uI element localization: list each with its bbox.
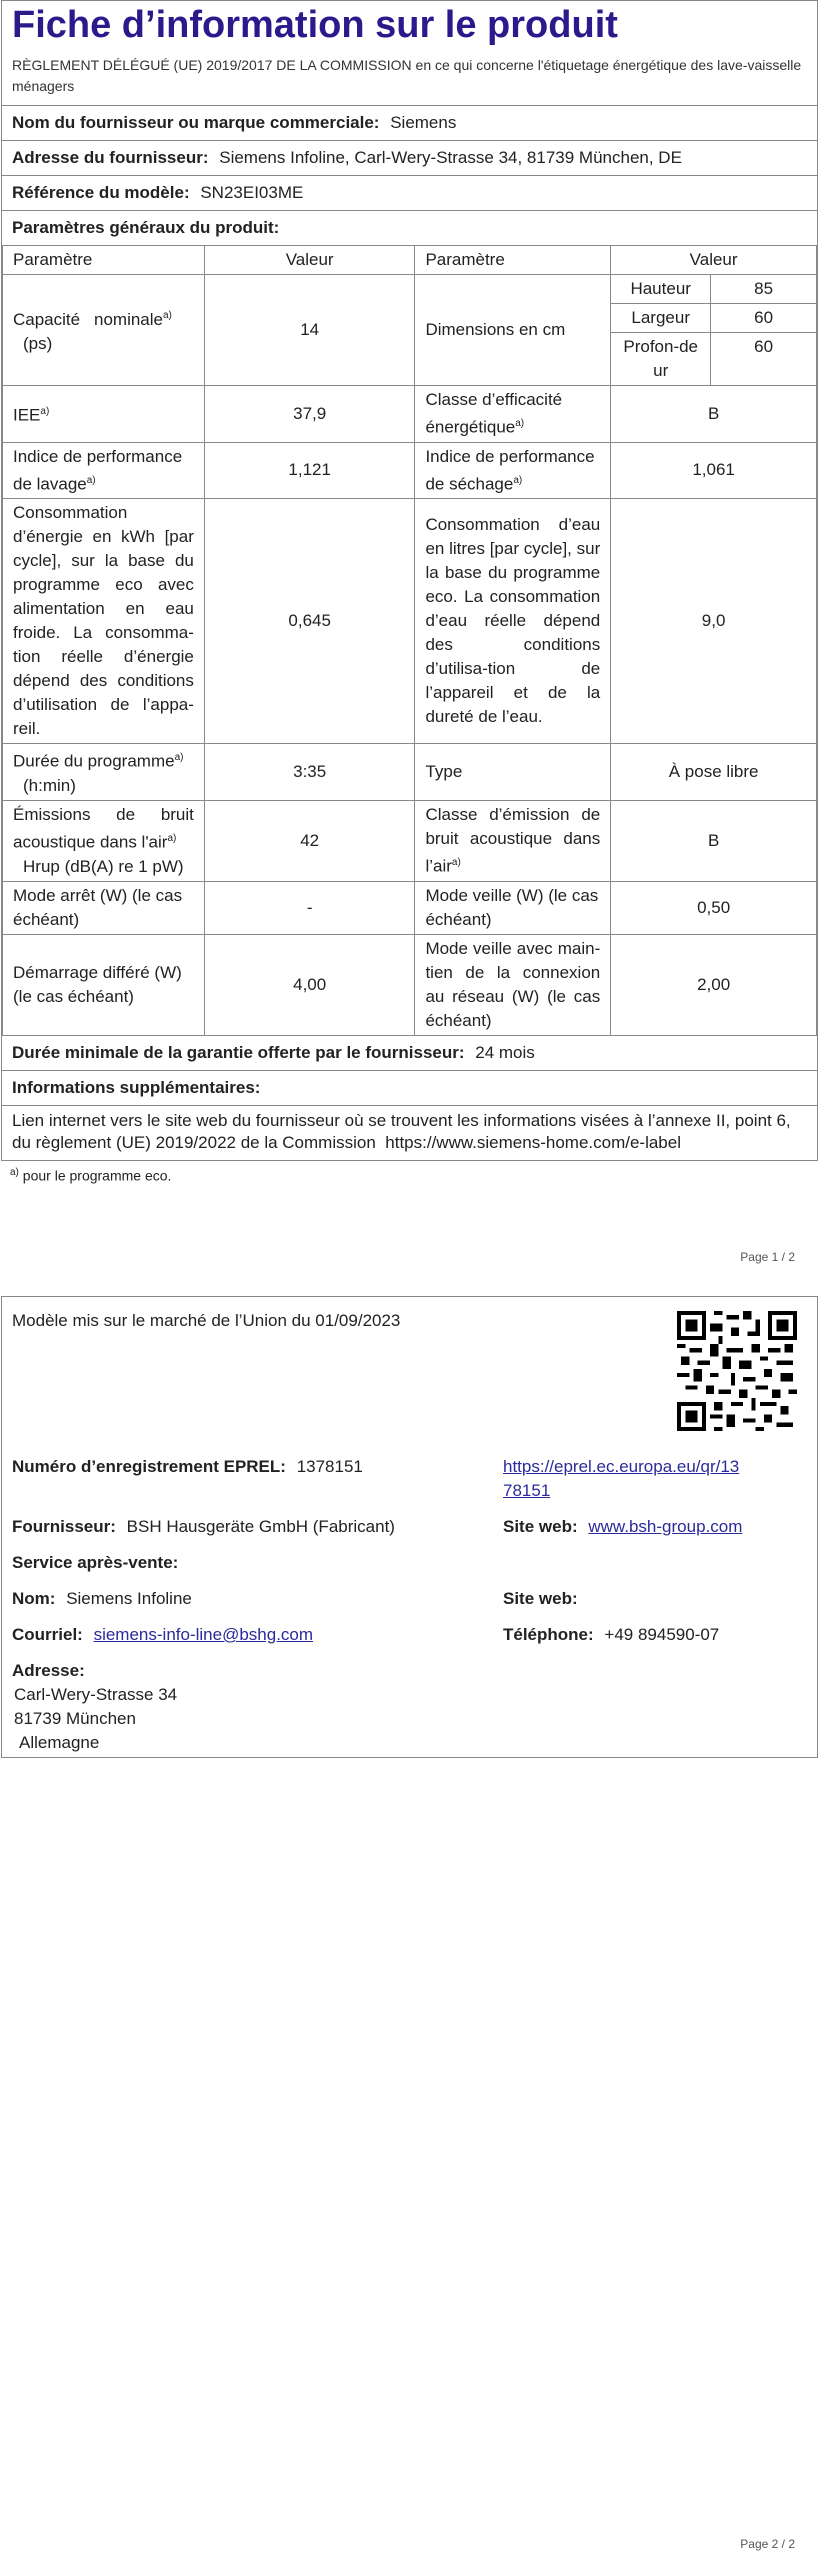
link-row (2, 1106, 817, 1160)
model-row (2, 176, 817, 211)
supplier-row (12, 1515, 395, 1539)
dim-depth-value: 60 (711, 333, 817, 386)
table-row (3, 744, 817, 801)
address-line-1: Carl-Wery-Strasse 34 (14, 1685, 178, 1704)
noise-value: 42 (204, 800, 415, 881)
energy-class-value: B (611, 386, 817, 443)
table-header-row (3, 246, 817, 275)
model-value: SN23EI03ME (200, 183, 304, 202)
market-date: Modèle mis sur le marché de l’Union du 01/09/2023 (12, 1311, 401, 1330)
capacity-unit: (ps) (23, 333, 53, 353)
eprel-value: 1378151 (296, 1457, 363, 1476)
email-label: Courriel: (12, 1625, 83, 1644)
footnote-ref: a) (163, 310, 172, 322)
dim-height-label: Hauteur (611, 275, 711, 304)
footnote-ref: a) (40, 406, 50, 417)
energy-consumption-label: Consommation d’énergie en kWh [par cycle], sur la base du programme eco avec alimentation en eau froide. La consomma-tion réelle d’énergie dépend des conditions d’utilisation de l’appa-reil. (3, 499, 205, 744)
table-row (3, 275, 817, 304)
supplier-label: Nom du fournisseur ou marque commerciale: (12, 113, 380, 132)
address-value: Siemens Infoline, Carl-Wery-Strasse 34, 81739 München, DE (219, 148, 682, 167)
table-row (3, 499, 817, 744)
footnote-mark: a) (10, 1166, 19, 1178)
off-mode-value: - (204, 881, 415, 934)
dim-width-label: Largeur (611, 304, 711, 333)
duration-value: 3:35 (204, 744, 415, 801)
page-title: Fiche d’information sur le produit (12, 4, 618, 46)
duration-label: Durée du programme (13, 751, 175, 771)
standby-label: Mode veille (W) (le cas échéant) (415, 881, 611, 934)
off-mode-label: Mode arrêt (W) (le cas échéant) (3, 881, 205, 934)
table-row (3, 881, 817, 934)
service-website-label: Site web: (503, 1589, 578, 1608)
link-text: Lien internet vers le site web du fournisseur où se trouvent les informations visées à l’annexe II, point 6, du règlement (UE) 2019/2022 de la Commission (12, 1110, 791, 1152)
col-header-param-2: Paramètre (415, 246, 611, 275)
network-standby-label: Mode veille avec main-tien de la connexion au réseau (W) (le cas échéant) (415, 934, 611, 1035)
dim-width-value: 60 (711, 304, 817, 333)
energy-class-label-cell (415, 386, 611, 443)
delay-start-value: 4,00 (204, 934, 415, 1035)
model-label: Référence du modèle: (12, 183, 190, 202)
phone-value: +49 894590-07 (604, 1625, 720, 1644)
email-row (12, 1623, 313, 1647)
name-label: Nom: (12, 1589, 56, 1608)
qr-code (677, 1311, 797, 1431)
noise-class-label-cell (415, 800, 611, 881)
warranty-row (2, 1036, 817, 1071)
iee-label: IEE (13, 405, 41, 425)
col-header-value-2: Valeur (611, 246, 817, 275)
wash-label-cell (3, 442, 205, 499)
phone-row (503, 1623, 719, 1647)
eprel-link-line-2[interactable]: 78151 (503, 1481, 551, 1500)
duration-label-cell (3, 744, 205, 801)
supplier-e-label-link[interactable]: https://www.siemens-home.com/e-label (385, 1132, 681, 1152)
delay-start-label: Démarrage différé (W) (le cas échéant) (3, 934, 205, 1035)
footnote-ref: a) (174, 752, 184, 764)
service-heading: Service après-vente: (12, 1553, 179, 1572)
eprel-link-line-1[interactable]: https://eprel.ec.europa.eu/qr/13 (503, 1457, 740, 1476)
warranty-value: 24 mois (475, 1042, 535, 1062)
wash-value: 1,121 (204, 442, 415, 499)
capacity-label-cell (3, 275, 205, 386)
header-block (2, 1, 817, 106)
warranty-label: Durée minimale de la garantie offerte par le fournisseur: (12, 1042, 465, 1062)
noise-class-label: Classe d’émission de bruit acoustique dans l’air (425, 804, 601, 876)
capacity-label: Capacité nominale (13, 309, 163, 329)
noise-label-cell (3, 800, 205, 881)
water-consumption-value: 9,0 (611, 499, 817, 744)
noise-unit: Hrup (dB(A) re 1 pW) (23, 856, 184, 876)
eprel-label: Numéro d’enregistrement EPREL: (12, 1457, 286, 1476)
footnote-ref: a) (515, 418, 525, 429)
energy-class-label: Classe d’efficacité énergétique (425, 390, 563, 437)
footnote-ref: a) (451, 856, 461, 868)
address-label: Adresse: (12, 1661, 85, 1680)
table-row (3, 386, 817, 443)
table-row (3, 934, 817, 1035)
supplier-value: Siemens (390, 113, 457, 132)
supplier-value: BSH Hausgeräte GmbH (Fabricant) (126, 1517, 395, 1536)
type-label: Type (415, 744, 611, 801)
type-value: À pose libre (611, 744, 817, 801)
col-header-param-1: Paramètre (3, 246, 205, 275)
col-header-value-1: Valeur (204, 246, 415, 275)
eprel-row (12, 1455, 363, 1479)
website-label: Site web: (503, 1517, 578, 1536)
address-line-2: 81739 München (14, 1709, 136, 1728)
page-1 (0, 0, 819, 1264)
params-table (2, 245, 817, 1036)
wash-label: Indice de performance de lavage (13, 446, 183, 494)
dry-value: 1,061 (611, 442, 817, 499)
energy-consumption-value: 0,645 (204, 499, 415, 744)
footnote (0, 1161, 819, 1190)
name-row (12, 1587, 192, 1611)
phone-label: Téléphone: (503, 1625, 594, 1644)
address-row (2, 141, 817, 176)
iee-label-cell (3, 386, 205, 443)
product-sheet (1, 0, 818, 1161)
network-standby-value: 2,00 (611, 934, 817, 1035)
noise-class-value: B (611, 800, 817, 881)
dry-label-cell (415, 442, 611, 499)
footnote-text: pour le programme eco. (22, 1167, 172, 1184)
eprel-link[interactable] (503, 1455, 739, 1503)
dim-height-value: 85 (711, 275, 817, 304)
standby-value: 0,50 (611, 881, 817, 934)
table-row (3, 800, 817, 881)
supplier-row (2, 106, 817, 141)
footnote-ref: a) (513, 474, 523, 486)
duration-unit: (h:min) (23, 775, 76, 795)
supplier-label: Fournisseur: (12, 1517, 116, 1536)
name-value: Siemens Infoline (66, 1589, 192, 1608)
address-label: Adresse du fournisseur: (12, 148, 209, 167)
capacity-value: 14 (204, 275, 415, 386)
noise-label: Émissions de bruit acoustique dans l'air (13, 804, 194, 852)
extra-info-heading: Informations supplémentaires: (2, 1071, 817, 1106)
table-row (3, 442, 817, 499)
page-number: Page 1 / 2 (740, 1250, 795, 1264)
water-consumption-label: Consommation d’eau en litres [par cycle], sur la base du programme eco. La consommation d’eau réelle dépend des conditions d’utilisa-tion de l’appareil et de la dureté de l’eau. (415, 499, 611, 744)
footnote-ref: a) (167, 832, 177, 844)
general-params-heading: Paramètres généraux du produit: (12, 218, 280, 237)
footnote-ref: a) (86, 474, 96, 486)
eprel-box (1, 1296, 818, 1758)
email-link[interactable]: siemens-info-line@bshg.com (93, 1625, 314, 1644)
website-row (503, 1515, 742, 1539)
iee-value: 37,9 (204, 386, 415, 443)
dry-label: Indice de performance de séchage (425, 446, 595, 494)
website-link[interactable]: www.bsh-group.com (588, 1517, 743, 1536)
dimensions-label: Dimensions en cm (415, 275, 611, 386)
dim-depth-label: Profon-deur (611, 333, 711, 386)
address-line-3: Allemagne (19, 1733, 100, 1752)
page-number: Page 2 / 2 (740, 2537, 795, 2551)
regulation-text: RÈGLEMENT DÉLÉGUÉ (UE) 2019/2017 DE LA COMMISSION en ce qui concerne l'étiquetage énergétique des lave-vaisselle ménagers (12, 57, 802, 94)
